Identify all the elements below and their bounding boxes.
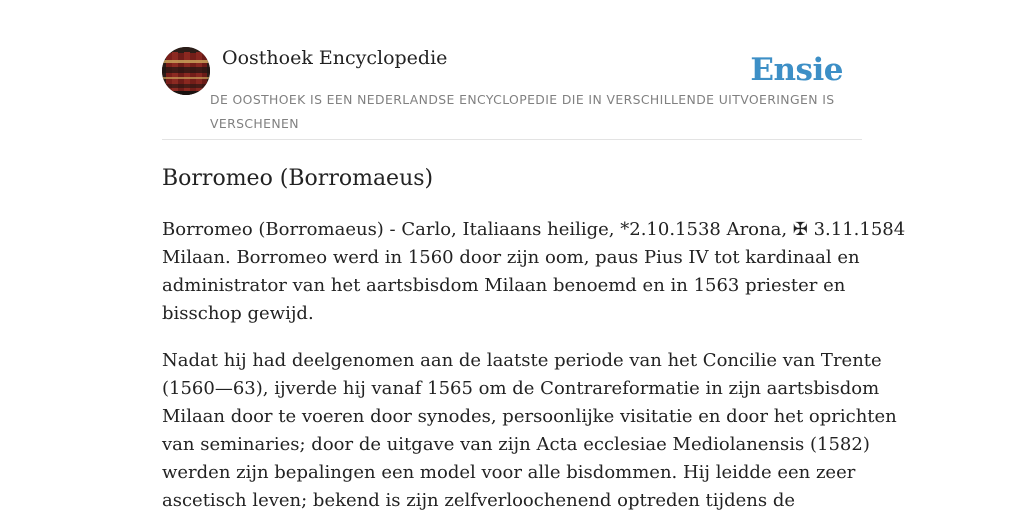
paragraph-line: Milaan. Borromeo werd in 1560 door zijn oom, paus Pius IV tot kardinaal en [162,247,860,268]
site-name-link[interactable]: Oosthoek Encyclopedie [222,47,448,69]
paragraph-line: administrator van het aartsbisdom Milaan benoemd en in 1563 priester en [162,275,846,296]
article-paragraph [162,347,897,512]
paragraph-line: ascetisch leven; bekend is zijn zelfverloochenend optreden tijdens de [162,490,795,511]
paragraph-line: Borromeo (Borromaeus) - Carlo, Italiaans heilige, *2.10.1538 Arona, ✠ 3.11.1584 [162,219,906,240]
paragraph-line: Nadat hij had deelgenomen aan de laatste periode van het Concilie van Trente [162,350,882,371]
paragraph-line: werden zijn bepalingen een model voor alle bisdommen. Hij leidde een zeer [162,462,856,483]
tagline-line: VERSCHENEN [210,116,299,131]
site-tagline [162,88,862,136]
header-divider [162,139,862,140]
paragraph-line: (1560—63), ijverde hij vanaf 1565 om de Contrareformatie in zijn aartsbisdom [162,378,880,399]
tagline-line: DE OOSTHOEK IS EEN NEDERLANDSE ENCYCLOPEDIE DIE IN VERSCHILLENDE UITVOERINGEN IS [210,92,835,107]
article-title: Borromeo (Borromaeus) [162,166,434,191]
paragraph-line: Milaan door te voeren door synodes, persoonlijke visitatie en door het oprichten [162,406,897,427]
paragraph-line: van seminaries; door de uitgave van zijn Acta ecclesiae Mediolanensis (1582) [162,434,870,455]
page-container [162,0,906,512]
article-paragraph [162,216,906,328]
paragraph-line: bisschop gewijd. [162,303,314,324]
brand-logo-link[interactable]: Ensie [750,52,843,88]
